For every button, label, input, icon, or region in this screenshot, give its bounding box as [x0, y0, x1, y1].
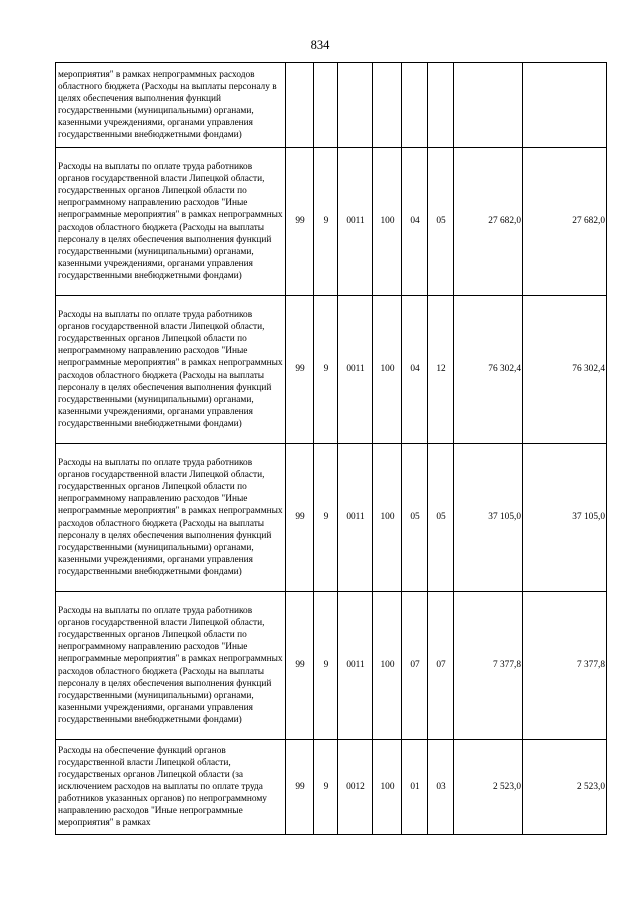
page-number: 834	[310, 38, 330, 52]
cell-direction: 0012	[338, 740, 373, 835]
cell-subprogram: 9	[314, 148, 338, 296]
cell-direction	[338, 63, 373, 148]
cell-amount-2	[523, 63, 607, 148]
cell-direction: 0011	[338, 296, 373, 444]
cell-subsection: 05	[428, 148, 454, 296]
cell-subprogram: 9	[314, 296, 338, 444]
cell-amount-1: 76 302,4	[454, 296, 523, 444]
budget-table	[55, 62, 607, 835]
cell-section: 01	[402, 740, 428, 835]
row-description: Расходы на выплаты по оплате труда работников органов государственной власти Липецкой области, государственных органов Липецкой области по непрограммному направлению расходов "Иные непрограммные мероприятия" в рамках непрограммных расходов областного бюджета (Расходы на выплаты персоналу в целях обеспечения выполнения функций государственными (муниципальными) органами, казенными учреждениями, органами управления государственными внебюджетными фондами)	[56, 296, 286, 444]
cell-direction: 0011	[338, 444, 373, 592]
table-row	[56, 444, 607, 592]
cell-expense-type: 100	[373, 148, 402, 296]
cell-amount-1: 2 523,0	[454, 740, 523, 835]
cell-section: 07	[402, 592, 428, 740]
cell-expense-type	[373, 63, 402, 148]
cell-section	[402, 63, 428, 148]
cell-amount-1	[454, 63, 523, 148]
row-description: Расходы на выплаты по оплате труда работников органов государственной власти Липецкой области, государственных органов Липецкой области по непрограммному направлению расходов "Иные непрограммные мероприятия" в рамках непрограммных расходов областного бюджета (Расходы на выплаты персоналу в целях обеспечения выполнения функций государственными (муниципальными) органами, казенными учреждениями, органами управления государственными внебюджетными фондами)	[56, 444, 286, 592]
cell-amount-2: 2 523,0	[523, 740, 607, 835]
table-row	[56, 740, 607, 835]
cell-amount-1: 27 682,0	[454, 148, 523, 296]
cell-program: 99	[286, 148, 314, 296]
cell-amount-1: 37 105,0	[454, 444, 523, 592]
cell-amount-2: 7 377,8	[523, 592, 607, 740]
cell-subsection: 05	[428, 444, 454, 592]
cell-section: 04	[402, 296, 428, 444]
cell-expense-type: 100	[373, 592, 402, 740]
cell-subsection: 07	[428, 592, 454, 740]
cell-subprogram	[314, 63, 338, 148]
row-description: Расходы на выплаты по оплате труда работников органов государственной власти Липецкой области, государственных органов Липецкой области по непрограммному направлению расходов "Иные непрограммные мероприятия" в рамках непрограммных расходов областного бюджета (Расходы на выплаты персоналу в целях обеспечения выполнения функций государственными (муниципальными) органами, казенными учреждениями, органами управления государственными внебюджетными фондами)	[56, 592, 286, 740]
cell-amount-2: 37 105,0	[523, 444, 607, 592]
row-description: мероприятия" в рамках непрограммных расходов областного бюджета (Расходы на выплаты персоналу в целях обеспечения выполнения функций государственными (муниципальными) органами, казенными учреждениями, органами управления государственными внебюджетными фондами)	[56, 63, 286, 148]
cell-subprogram: 9	[314, 592, 338, 740]
cell-subprogram: 9	[314, 740, 338, 835]
cell-program: 99	[286, 740, 314, 835]
table-row	[56, 63, 607, 148]
cell-program: 99	[286, 444, 314, 592]
table-row	[56, 148, 607, 296]
row-description: Расходы на выплаты по оплате труда работников органов государственной власти Липецкой области, государственных органов Липецкой области по непрограммному направлению расходов "Иные непрограммные мероприятия" в рамках непрограммных расходов областного бюджета (Расходы на выплаты персоналу в целях обеспечения выполнения функций государственными (муниципальными) органами, казенными учреждениями, органами управления государственными внебюджетными фондами)	[56, 148, 286, 296]
cell-direction: 0011	[338, 592, 373, 740]
cell-expense-type: 100	[373, 444, 402, 592]
cell-amount-1: 7 377,8	[454, 592, 523, 740]
cell-subsection: 12	[428, 296, 454, 444]
cell-section: 04	[402, 148, 428, 296]
cell-direction: 0011	[338, 148, 373, 296]
cell-program: 99	[286, 296, 314, 444]
cell-subsection: 03	[428, 740, 454, 835]
cell-subsection	[428, 63, 454, 148]
cell-amount-2: 27 682,0	[523, 148, 607, 296]
cell-program: 99	[286, 592, 314, 740]
row-description: Расходы на обеспечение функций органов государственной власти Липецкой области, государственых органов Липецкой области (за исключением расходов на выплаты по оплате труда работников указанных органов) по непрограммному направлению расходов "Иные непрограммные мероприятия" в рамках	[56, 740, 286, 835]
cell-expense-type: 100	[373, 296, 402, 444]
cell-subprogram: 9	[314, 444, 338, 592]
cell-section: 05	[402, 444, 428, 592]
cell-expense-type: 100	[373, 740, 402, 835]
cell-program	[286, 63, 314, 148]
cell-amount-2: 76 302,4	[523, 296, 607, 444]
table-row	[56, 296, 607, 444]
table-row	[56, 592, 607, 740]
